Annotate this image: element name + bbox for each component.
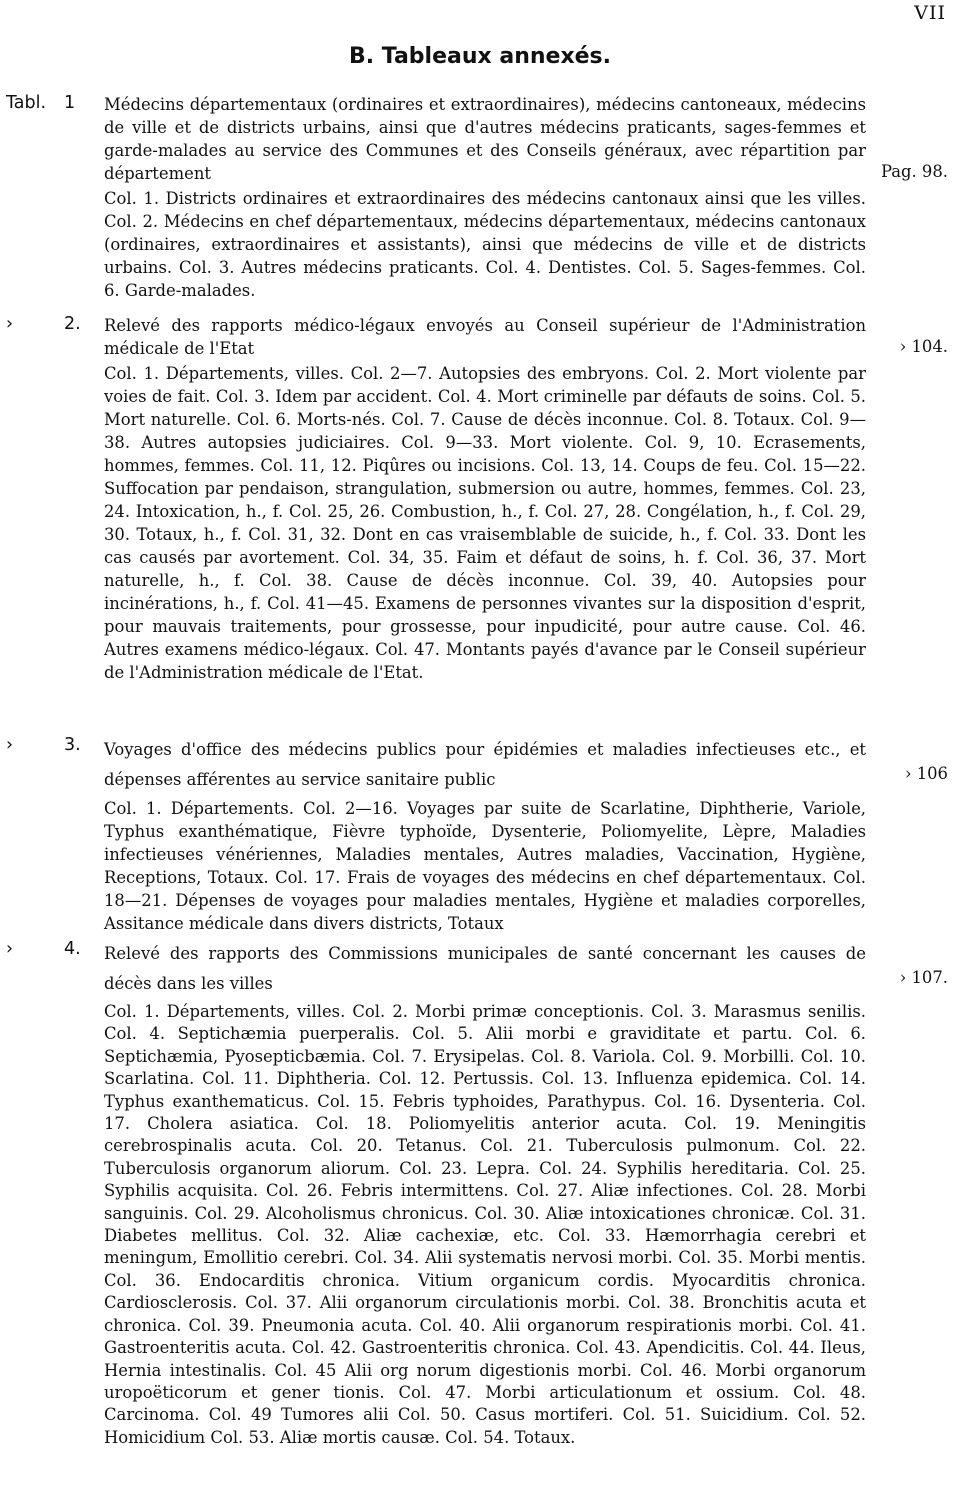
entry-title: Médecins départementaux (ordinaires et extraordinaires), médecins cantoneaux, médecins de ville et de districts urbains, ainsi que d'autres médecins praticants, sages-femmes et garde-malades au service des Communes et des Conseils généraux, avec répartition par département	[104, 95, 866, 183]
entry-label: ›	[6, 314, 13, 334]
entry-label: Tabl.	[6, 93, 47, 113]
entry-title: Voyages d'office des médecins publics pour épidémies et maladies infectieuses etc., et dépenses afférentes au service sanitaire public	[104, 740, 866, 789]
entry-page: Pag. 98.	[880, 162, 948, 181]
entry-columns: Col. 1. Départements, villes. Col. 2. Morbi primæ conceptionis. Col. 3. Marasmus senilis. Col. 4. Septichæmia puerperalis. Col. 5. Alii morbi e graviditate et partu. Col. 6. Septichæmia, Pyosepticbæmia. Col. 7. Erysipelas. Col. 8. Variola. Col. 9. Morbilli. Col. 10. Scarlatina. Col. 11. Diphtheria. Col. 12. Pertussis. Col. 13. Influenza epidemica. Col. 14. Typhus exanthematicus. Col. 15. Febris typhoides, Parathypus. Col. 16. Dysenteria. Col. 17. Cholera asiatica. Col. 18. Poliomyelitis anterior acuta. Col. 19. Meningitis cerebrospinalis acuta. Col. 20. Tetanus. Col. 21. Tuberculosis pulmonum. Col. 22. Tuberculosis organorum aliorum. Col. 23. Lepra. Col. 24. Syphilis hereditaria. Col. 25. Syphilis acquisita. Col. 26. Febris intermittens. Col. 27. Aliæ infectiones. Col. 28. Morbi sanguinis. Col. 29. Alcoholismus chronicus. Col. 30. Aliæ intoxicationes chronicæ. Col. 31. Diabetes mellitus. Col. 32. Aliæ cachexiæ, etc. Col. 33. Hæmorrhagia cerebri et meningum, Emollitio cerebri. Col. 34. Alii systematis nervosi morbi. Col. 35. Morbi mentis. Col. 36. Endocarditis chronica. Vitium organicum cordis. Myocarditis chronica. Cardiosclerosis. Col. 37. Alii organorum circulationis morbi. Col. 38. Bronchitis acuta et chronica. Col. 39. Pneumonia acuta. Col. 40. Alii organorum respirationis morbi. Col. 41. Gastroenteritis acuta. Col. 42. Gastroenteritis chronica. Col. 43. Apendicitis. Col. 44. Ileus, Hernia intestinalis. Col. 45 Alii org norum digestionis morbi. Col. 46. Morbi organorum uropoëticorum et gener tionis. Col. 47. Morbi articulationum et ossium. Col. 48. Carcinoma. Col. 49 Tumores alii Col. 50. Casus mortiferi. Col. 51. Suicidium. Col. 52. Homicidium Col. 53. Aliæ mortis causæ. Col. 54. Totaux.	[104, 1002, 866, 1447]
entry-page: › 107.	[899, 968, 948, 987]
entry-title: Relevé des rapports des Commissions municipales de santé concernant les causes de décès dans les villes	[104, 944, 866, 993]
page-number: VII	[914, 2, 946, 24]
entry-label: ›	[6, 735, 13, 755]
entry-title: Relevé des rapports médico-légaux envoyés au Conseil supérieur de l'Administration médicale de l'Etat	[104, 316, 866, 358]
entry-columns: Col. 1. Départements. Col. 2—16. Voyages par suite de Scarlatine, Diphtherie, Variole, Typhus exanthématique, Fièvre typhoïde, Dysenterie, Poliomyelite, Lèpre, Maladies infectieuses vénériennes, Maladies mentales, Autres maladies, Vaccination, Hygiène, Receptions, Totaux. Col. 17. Frais de voyages des médecins en chef départementaux. Col. 18—21. Dépenses de voyages pour maladies mentales, Hygiène et maladies corporelles, Assitance médicale dans divers districts, Totaux	[104, 799, 866, 933]
entry-columns: Col. 1. Départements, villes. Col. 2—7. Autopsies des embryons. Col. 2. Mort violente par voies de fait. Col. 3. Idem par accident. Col. 4. Mort criminelle par défauts de soins. Col. 5. Mort naturelle. Col. 6. Morts-nés. Col. 7. Cause de décès inconnue. Col. 8. Totaux. Col. 9—38. Autres autopsies judiciaires. Col. 9—33. Mort violente. Col. 9, 10. Ecrasements, hommes, femmes. Col. 11, 12. Piqûres ou incisions. Col. 13, 14. Coups de feu. Col. 15—22. Suffocation par pendaison, strangulation, submersion ou autre, hommes, femmes. Col. 23, 24. Intoxication, h., f. Col. 25, 26. Combustion, h., f. Col. 27, 28. Congélation, h., f. Col. 29, 30. Totaux, h., f. Col. 31, 32. Dont en cas vraisemblable de suicide, h., f. Col. 33. Dont les cas causés par avortement. Col. 34, 35. Faim et défaut de soins, h. f. Col. 36, 37. Mort naturelle, h., f. Col. 38. Cause de décès inconnue. Col. 39, 40. Autopsies pour incinérations, h., f. Col. 41—45. Examens de personnes vivantes sur la disposition d'esprit, pour mauvais traitements, pour grossesse, pour inpudicité, pour autre cause. Col. 46. Autres examens médico-légaux. Col. 47. Montants payés d'avance par le Conseil supérieur de l'Administration médicale de l'Etat.	[104, 364, 866, 682]
entry-page: › 104.	[899, 337, 948, 356]
entry-page: › 106	[904, 764, 948, 783]
entry-number: 1	[64, 93, 76, 113]
section-heading: B. Tableaux annexés.	[348, 44, 612, 69]
entry-number: 2.	[64, 314, 81, 334]
entry-number: 4.	[64, 939, 81, 959]
entry-number: 3.	[64, 735, 81, 755]
entry-title-line	[104, 93, 866, 185]
entry-columns: Col. 1. Districts ordinaires et extraordinaires des médecins cantonaux ainsi que les villes. Col. 2. Médecins en chef départementaux, médecins départementaux, médecins cantonaux (ordinaires, extraordinaires et assistants), ainsi que médecins de ville et de districts urbains. Col. 3. Autres médecins praticants. Col. 4. Dentistes. Col. 5. Sages-femmes. Col. 6. Garde-malades.	[104, 189, 866, 300]
entry-label: ›	[6, 939, 13, 959]
